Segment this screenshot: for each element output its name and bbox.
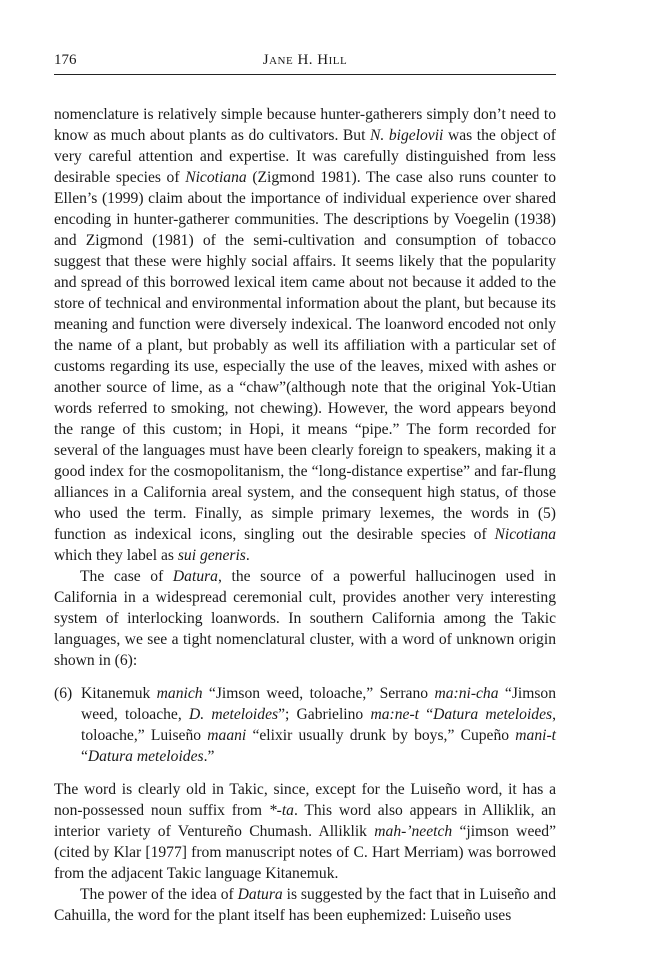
example-6 bbox=[54, 683, 556, 767]
paragraph-datura-intro: The case of Datura, the source of a powerful hallucinogen used in California in a widespread ceremonial cult, provides another very interesting system of interlocking loanwords. In southern California among the Takic languages, we see a tight nomenclatural cluster, with a word of unknown origin shown in (6): bbox=[54, 568, 557, 669]
paragraph-euphemism: The power of the idea of Datura is suggested by the fact that in Luiseño and Cahuilla, the word for the plant itself has been euphemized: Luiseño uses bbox=[54, 886, 557, 924]
page-number: 176 bbox=[54, 52, 77, 68]
paragraph-tobacco: nomenclature is relatively simple because hunter-gatherers simply don’t need to know as much about plants as do cultivators. But N. bigelovii was the object of very careful attention and expertise. It was carefully distinguished from less desirable species of Nicotiana (Zigmond 1981). The case also runs counter to Ellen’s (1999) claim about the importance of individual experience over shared encoding in hunter-gatherer communities. The descriptions by Voegelin (1938) and Zigmond (1981) of the semi-cultivation and consumption of tobacco suggest that these were highly social affairs. It seems likely that the popularity and spread of this borrowed lexical item came about not because it added to the store of technical and environmental information about the plant, but because its meaning and function were diversely indexical. The loanword encoded not only the name of a plant, but probably as well its affiliation with a particular set of customs regarding its use, especially the use of the leaves, mixed with ashes or another source of lime, as a “chaw”(although note that the original Yok-Utian words referred to smoking, not chewing). However, the word appears beyond the range of this custom; in Hopi, it means “pipe.” The form recorded for several of the languages must have been clearly foreign to speakers, making it a good index for the cosmopolitanism, the “long-distance expertise” and far-flung alliances in a California areal system, and the consequent high status, of those who used the term. Finally, as simple primary lexemes, the words in (5) function as indexical icons, singling out the desirable species of Nicotiana which they label as sui generis. bbox=[54, 106, 556, 564]
paragraph-takic: The word is clearly old in Takic, since, except for the Luiseño word, it has a non-possessed noun suffix from *-ta. This word also appears in Alliklik, an interior variety of Ventureño Chumash. Alliklik mah-’neetch “jimson weed” (cited by Klar [1977] from manuscript notes of C. Hart Merriam) was borrowed from the adjacent Takic language Kitanemuk. bbox=[54, 781, 557, 882]
running-head-author: Jane H. Hill bbox=[262, 52, 348, 68]
running-header bbox=[54, 50, 556, 75]
example-text: Kitanemuk manich “Jimson weed, toloache,” Serrano ma:ni-cha “Jimson weed, toloache, D. meteloides”; Gabrielino ma:ne-t “Datura meteloides, toloache,” Luiseño maani “elixir usually drunk by boys,” Cupeño mani-t “Datura meteloides.” bbox=[81, 685, 557, 765]
body-text bbox=[54, 104, 556, 926]
example-number: (6) bbox=[54, 685, 73, 702]
